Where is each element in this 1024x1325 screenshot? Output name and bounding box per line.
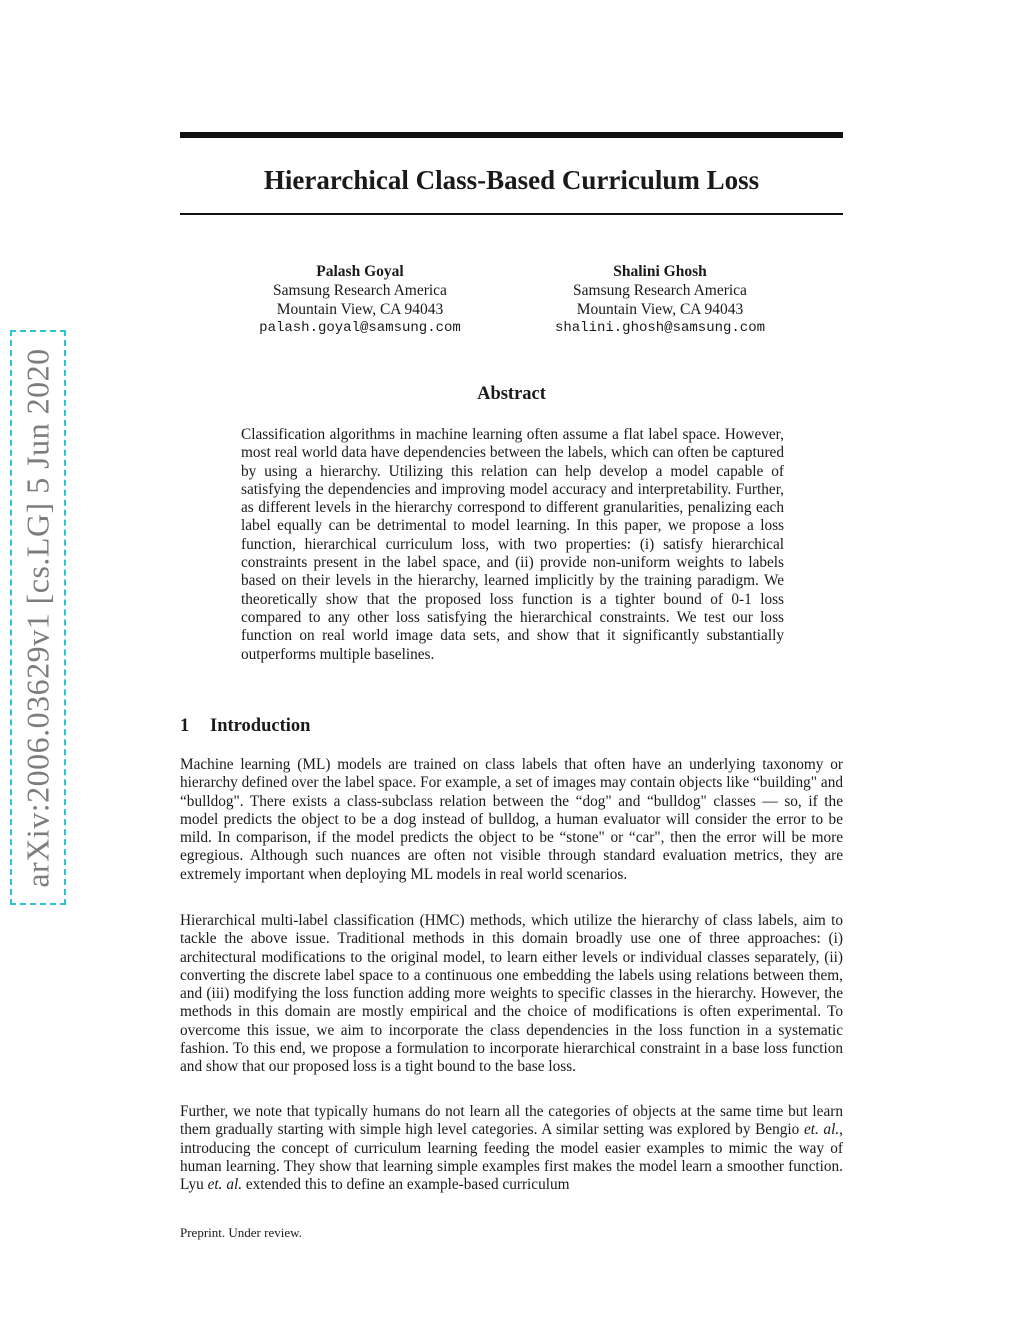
abstract-heading: Abstract: [477, 384, 546, 404]
title-top-rule: [180, 132, 843, 138]
abstract-text: Classification algorithms in machine learning often assume a flat label space. However, most real world data have dependencies between the labels, which can often be captured by using a hierarchy. Utilizing this relation can help develop a model capable of satisfying the dependencies and improving model accuracy and interpretability. Further, as different levels in the hierarchy correspond to different granularities, penalizing each label equally can be detrimental to model learning. In this paper, we propose a loss function, hierarchical curriculum loss, with two properties: (i) satisfy hierarchical constraints present in the label space, and (ii) provide non-uniform weights to labels based on their levels in the hierarchy, learned implicitly by the training paradigm. We theoretically show that the proposed loss function is a tighter bound of 0-1 loss compared to any other loss satisfying the hierarchical constraints. We test our loss function on real world image data sets, and show that it significantly substantially outperforms multiple baselines.: [241, 426, 784, 663]
intro-paragraph: Machine learning (ML) models are trained on class labels that often have an underlying taxonomy or hierarchy defined over the label space. For example, a set of images may contain objects like “building" and “bulldog". There exists a class-subclass relation between the “dog" and “bulldog" classes — so, if the model predicts the object to be a dog instead of bulldog, a human evaluator will consider the error to be mild. In comparison, if the model predicts the object to be “stone" or “car", then the error will be more egregious. Although such nuances are often not visible through standard evaluation metrics, they are extremely important when deploying ML models in real world scenarios.: [180, 756, 843, 883]
author-email[interactable]: shalini.ghosh@samsung.com: [554, 320, 766, 336]
author-name: Shalini Ghosh: [613, 263, 707, 280]
paragraph-text: , introducing the concept of curriculum learning feeding the model easier examples to mimic the way of human learning. They show that learning simple examples first makes the model learn a smoother function. Lyu: [180, 1121, 843, 1194]
arxiv-identifier: arXiv:2006.03629v1 [cs.LG] 5 Jun 2020: [19, 347, 56, 888]
arxiv-stamp: [10, 330, 66, 905]
author-location: Mountain View, CA 94043: [576, 301, 744, 318]
section-heading: [180, 714, 310, 738]
author-block: [530, 262, 790, 338]
paper-title: Hierarchical Class-Based Curriculum Loss: [263, 165, 760, 195]
intro-paragraph: Hierarchical multi-label classification (HMC) methods, which utilize the hierarchy of class labels, aim to tackle the above issue. Traditional methods in this domain broadly use one of three approaches: (i) architectural modifications to the original model, to learn either levels or individual classes separately, (ii) converting the discrete label space to a continuous one embedding the labels using relations between them, and (iii) modifying the loss function adding more weights to specific classes in the hierarchy. However, the methods in this domain are mostly empirical and the choice of modifications is often experimental. To overcome this issue, we aim to incorporate the class dependencies in the loss function in a systematic fashion. To this end, we propose a formulation to incorporate hierarchical constraint in a base loss function and show that our proposed loss is a tight bound to the base loss.: [180, 912, 843, 1076]
citation-etal: et. al.: [207, 1176, 243, 1194]
author-block: [230, 262, 490, 338]
author-location: Mountain View, CA 94043: [276, 301, 444, 318]
intro-paragraph: [180, 1103, 843, 1194]
section-title: Introduction: [210, 716, 311, 736]
author-email[interactable]: palash.goyal@samsung.com: [259, 320, 461, 336]
section-number: 1: [180, 716, 190, 736]
citation-etal: et. al.: [803, 1121, 840, 1139]
preprint-footer: Preprint. Under review.: [180, 1225, 302, 1240]
paragraph-text: extended this to define an example-based curriculum: [242, 1176, 570, 1194]
title-bottom-rule: [180, 213, 843, 215]
author-name: Palash Goyal: [316, 263, 404, 280]
author-affiliation: Samsung Research America: [573, 282, 747, 299]
paragraph-text: Further, we note that typically humans do not learn all the categories of objects at the same time but learn them gradually starting with simple high level categories. A similar setting was explored by Bengio: [180, 1103, 843, 1139]
author-affiliation: Samsung Research America: [273, 282, 447, 299]
